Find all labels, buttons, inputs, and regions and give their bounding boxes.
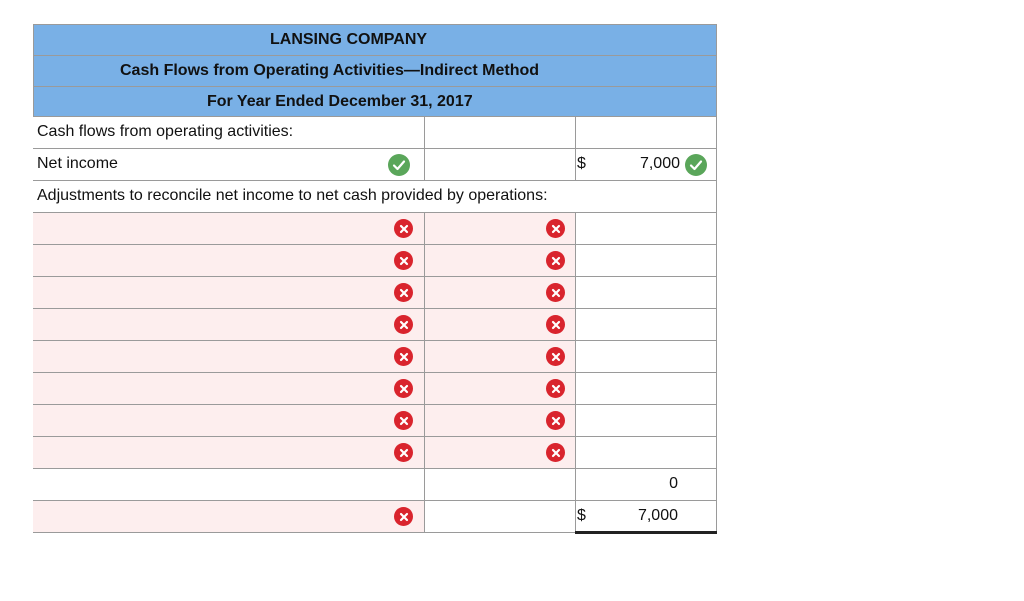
adjustments-row <box>33 181 717 213</box>
adjustment-row <box>33 341 717 373</box>
adjustment-description-input[interactable] <box>33 213 424 244</box>
subtotal-value: 0 <box>669 475 678 492</box>
adjustment-total-input[interactable] <box>575 405 717 436</box>
total-currency: $ <box>577 507 586 524</box>
adjustment-total-input[interactable] <box>575 437 717 468</box>
x-circle-icon <box>546 283 565 302</box>
total-description-input[interactable] <box>33 501 424 532</box>
adjustment-row <box>33 245 717 277</box>
adjustment-total-input[interactable] <box>575 309 717 340</box>
x-circle-icon <box>546 443 565 462</box>
net-income-value: 7,000 <box>639 155 680 172</box>
total-row <box>33 501 717 533</box>
adjustment-row <box>33 437 717 469</box>
x-circle-icon <box>394 347 413 366</box>
subtotal-input-col2[interactable] <box>424 469 575 500</box>
x-circle-icon <box>546 315 565 334</box>
adjustment-description-input[interactable] <box>33 437 424 468</box>
x-circle-icon <box>546 411 565 430</box>
net-income-input-col2[interactable] <box>424 149 575 180</box>
x-circle-icon <box>394 283 413 302</box>
x-circle-icon <box>394 379 413 398</box>
statement-title: Cash Flows from Operating Activities—Indirect Method <box>33 55 717 86</box>
adjustment-total-input[interactable] <box>575 373 717 404</box>
total-input-col3[interactable] <box>575 501 717 532</box>
total-value: 7,000 <box>637 507 678 524</box>
company-name: LANSING COMPANY <box>33 24 717 55</box>
check-circle-icon <box>685 154 707 176</box>
adjustment-row <box>33 309 717 341</box>
section-label: Cash flows from operating activities: <box>37 123 294 140</box>
net-income-label: Net income <box>37 155 118 172</box>
adjustment-description-input[interactable] <box>33 373 424 404</box>
net-income-label-cell[interactable] <box>33 149 424 180</box>
x-circle-icon <box>546 219 565 238</box>
x-circle-icon <box>394 315 413 334</box>
adjustment-row <box>33 213 717 245</box>
adjustments-label: Adjustments to reconcile net income to net cash provided by operations: <box>37 187 548 204</box>
adjustment-description-input[interactable] <box>33 309 424 340</box>
x-circle-icon <box>394 219 413 238</box>
statement-period: For Year Ended December 31, 2017 <box>33 86 717 117</box>
x-circle-icon <box>394 251 413 270</box>
section-row <box>33 117 717 149</box>
adjustment-total-input[interactable] <box>575 341 717 372</box>
adjustment-row <box>33 373 717 405</box>
adjustment-description-input[interactable] <box>33 405 424 436</box>
adjustment-row <box>33 405 717 437</box>
adjustment-total-input[interactable] <box>575 245 717 276</box>
check-circle-icon <box>388 154 410 176</box>
section-input-col3[interactable] <box>575 117 717 148</box>
subtotal-row <box>33 469 717 501</box>
net-income-row <box>33 149 717 181</box>
total-input-col2[interactable] <box>424 501 575 532</box>
adjustment-description-input[interactable] <box>33 245 424 276</box>
net-income-currency: $ <box>577 155 586 172</box>
cash-flow-statement <box>33 24 717 533</box>
x-circle-icon <box>394 443 413 462</box>
adjustment-row <box>33 277 717 309</box>
adjustment-description-input[interactable] <box>33 341 424 372</box>
subtotal-input-col3[interactable] <box>575 469 717 500</box>
x-circle-icon <box>394 411 413 430</box>
adjustment-description-input[interactable] <box>33 277 424 308</box>
x-circle-icon <box>394 507 413 526</box>
double-underline <box>575 531 717 534</box>
x-circle-icon <box>546 379 565 398</box>
section-input-col2[interactable] <box>424 117 575 148</box>
adjustment-total-input[interactable] <box>575 213 717 244</box>
x-circle-icon <box>546 347 565 366</box>
adjustment-total-input[interactable] <box>575 277 717 308</box>
x-circle-icon <box>546 251 565 270</box>
